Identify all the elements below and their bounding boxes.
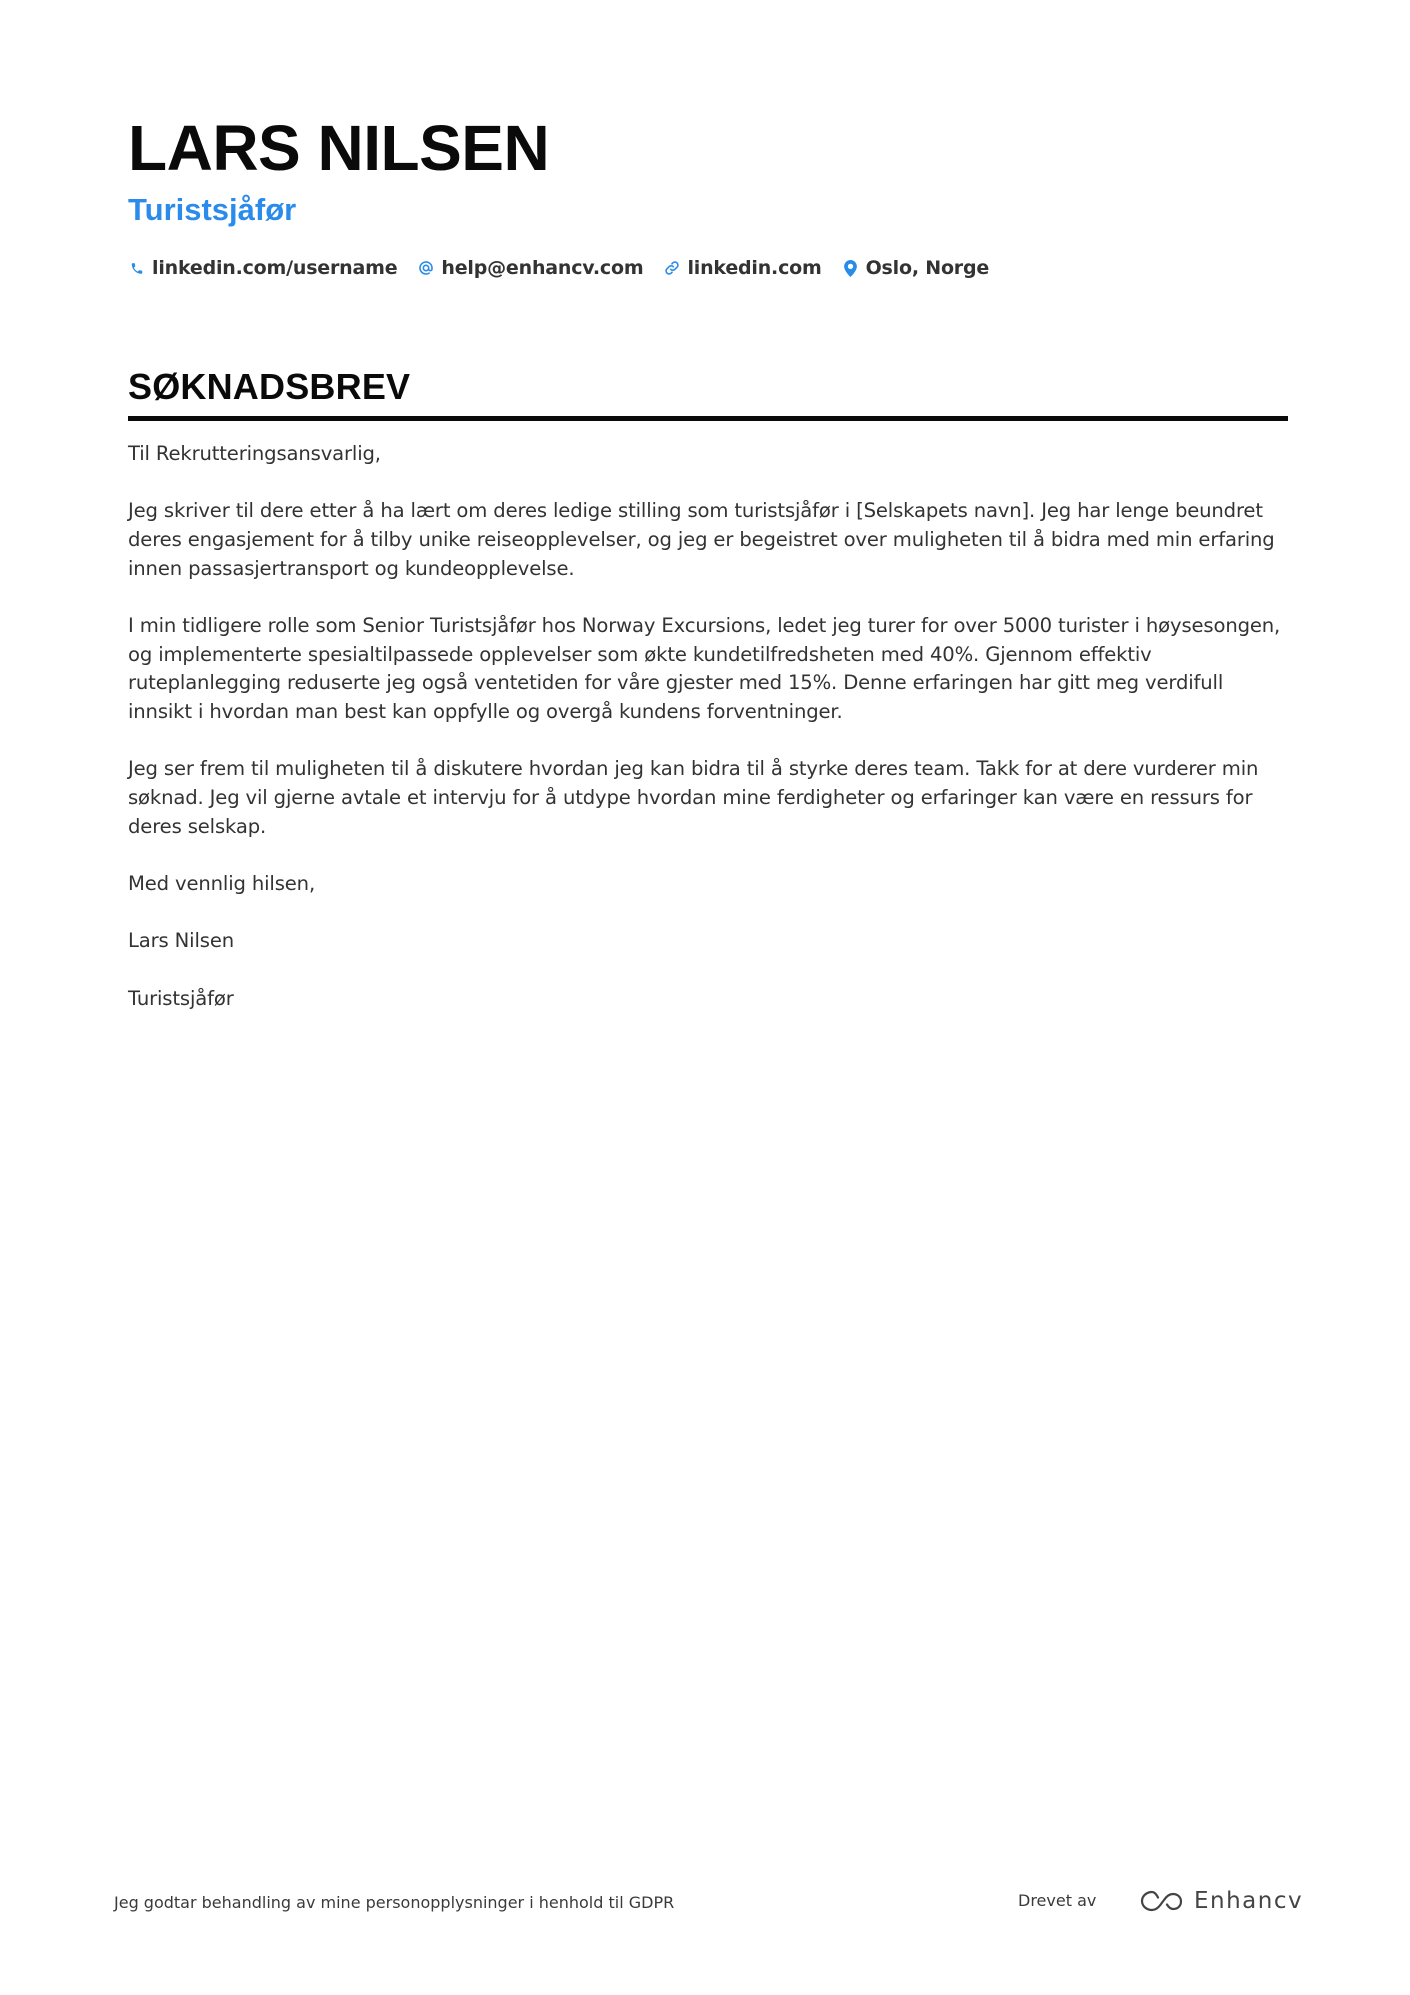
contact-link[interactable]: [663, 257, 821, 279]
phone-icon: [128, 258, 146, 278]
enhancv-brand-link[interactable]: [1138, 1885, 1303, 1917]
letter-paragraph: Jeg ser frem til muligheten til å diskutere hvordan jeg kan bidra til å styrke deres team. Takk for at dere vurderer min søknad. Jeg vil gjerne avtale et intervju for å utdype hvordan mine ferdigheter og erfaringer kan være en ressurs for deres selskap.: [128, 757, 1259, 838]
contact-location: [842, 257, 989, 279]
letter-greeting: Til Rekrutteringsansvarlig,: [128, 442, 381, 465]
powered-by-label: Drevet av: [1018, 1891, 1097, 1910]
letter-body: [128, 440, 1288, 1042]
letter-paragraph: Jeg skriver til dere etter å ha lært om deres ledige stilling som turistsjåfør i [Selskapets navn]. Jeg har lenge beundret deres engasjement for å tilby unike reiseopplevelser, og jeg er begeistret over muligheten til å bidra med min erfaring innen passasjertransport og kundeopplevelse.: [128, 499, 1275, 580]
contact-location-text: Oslo, Norge: [865, 257, 990, 279]
contact-phone-text: linkedin.com/username: [152, 257, 398, 279]
footer: [114, 1885, 1304, 1925]
letter-paragraph: I min tidligere rolle som Senior Turistsjåfør hos Norway Excursions, ledet jeg turer for over 5000 turister i høysesongen, og implementerte spesialtilpassede opplevelser som økte kundetilfredsheten med 40%. Gjennom effektiv ruteplanlegging reduserte jeg også ventetiden for våre gjester med 15%. Denne erfaringen har gitt meg verdifull innsikt i hvordan man best kan oppfylle og overgå kundens forventninger.: [128, 614, 1281, 724]
section-title: SØKNADSBREV: [128, 366, 411, 407]
contact-email-text: help@enhancv.com: [441, 257, 644, 279]
at-icon: [417, 258, 435, 278]
header: [128, 108, 1288, 230]
applicant-role: Turistsjåfør: [128, 192, 297, 227]
signature-title: Turistsjåfør: [128, 986, 234, 1010]
contact-email[interactable]: [417, 257, 643, 279]
letter-closing: Med vennlig hilsen,: [128, 872, 316, 896]
contact-bar: [128, 253, 1009, 283]
section-divider: [128, 416, 1288, 421]
enhancv-brand-name: Enhancv: [1194, 1888, 1304, 1914]
cover-letter-section: [128, 362, 1288, 421]
enhancv-logo-icon: [1138, 1888, 1184, 1914]
applicant-name: LARS NILSEN: [128, 112, 550, 184]
signature-name: Lars Nilsen: [128, 929, 234, 953]
gdpr-consent-text: Jeg godtar behandling av mine personopplysninger i henhold til GDPR: [114, 1893, 675, 1912]
link-icon: [663, 258, 681, 278]
contact-phone[interactable]: [128, 257, 397, 279]
location-pin-icon: [842, 258, 860, 278]
contact-link-text: linkedin.com: [687, 257, 822, 279]
